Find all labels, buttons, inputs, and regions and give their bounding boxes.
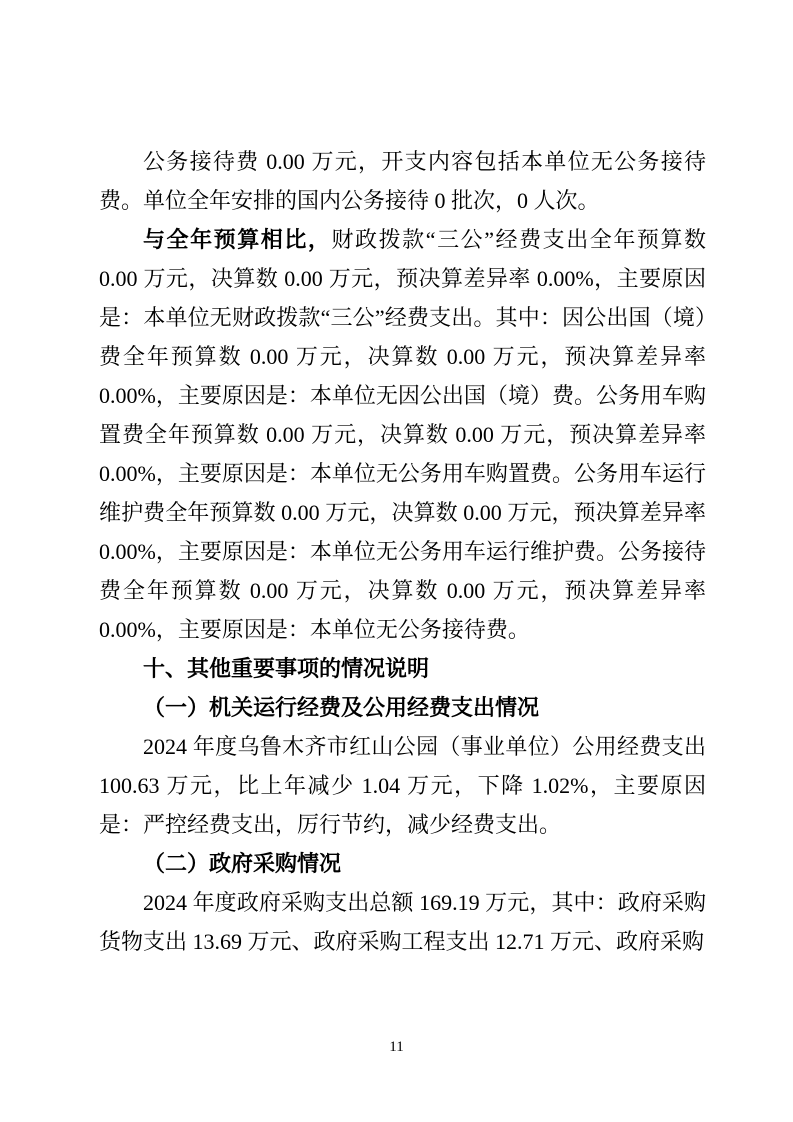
section-heading-ten: 十、其他重要事项的情况说明 — [143, 656, 430, 681]
document-body — [99, 142, 706, 961]
paragraph-government-procurement: 2024 年度政府采购支出总额 169.19 万元，其中：政府采购货物支出 13.69 万元、政府采购工程支出 12.71 万元、政府采购 — [99, 890, 706, 954]
subsection-heading-one: （一）机关运行经费及公用经费支出情况 — [143, 695, 540, 720]
budget-comparison-lead: 与全年预算相比， — [143, 227, 332, 252]
budget-comparison-body: 财政拨款“三公”经费支出全年预算数 0.00 万元，决算数 0.00 万元，预决算差异率 0.00%，主要原因是：本单位无财政拨款“三公”经费支出。其中：因公出国（境）费全年预算数 0.00 万元，决算数 0.00 万元，预决算差异率 0.00%，主要原因是：本单位无因公出国（境）费。公务用车购置费全年预算数 0.00 万元，决算数 0.00 万元，预决算差异率 0.00%，主要原因是：本单位无公务用车购置费。公务用车运行维护费全年预算数 0.00 万元，决算数 0.00 万元，预决算差异率 0.00%，主要原因是：本单位无公务用车运行维护费。公务接待费全年预算数 0.00 万元，决算数 0.00 万元，预决算差异率 0.00%，主要原因是：本单位无公务接待费。 — [99, 227, 706, 642]
page-number: 11 — [389, 1039, 404, 1055]
paragraph-operating-expense: 2024 年度乌鲁木齐市红山公园（事业单位）公用经费支出 100.63 万元，比上年减少 1.04 万元，下降 1.02%，主要原因是：严控经费支出，厉行节约，减少经费支出。 — [99, 734, 706, 837]
subsection-heading-two: （二）政府采购情况 — [143, 851, 342, 876]
paragraph-budget-comparison — [99, 220, 706, 649]
paragraph-official-reception: 公务接待费 0.00 万元，开支内容包括本单位无公务接待费。单位全年安排的国内公务接待 0 批次，0 人次。 — [99, 149, 706, 213]
